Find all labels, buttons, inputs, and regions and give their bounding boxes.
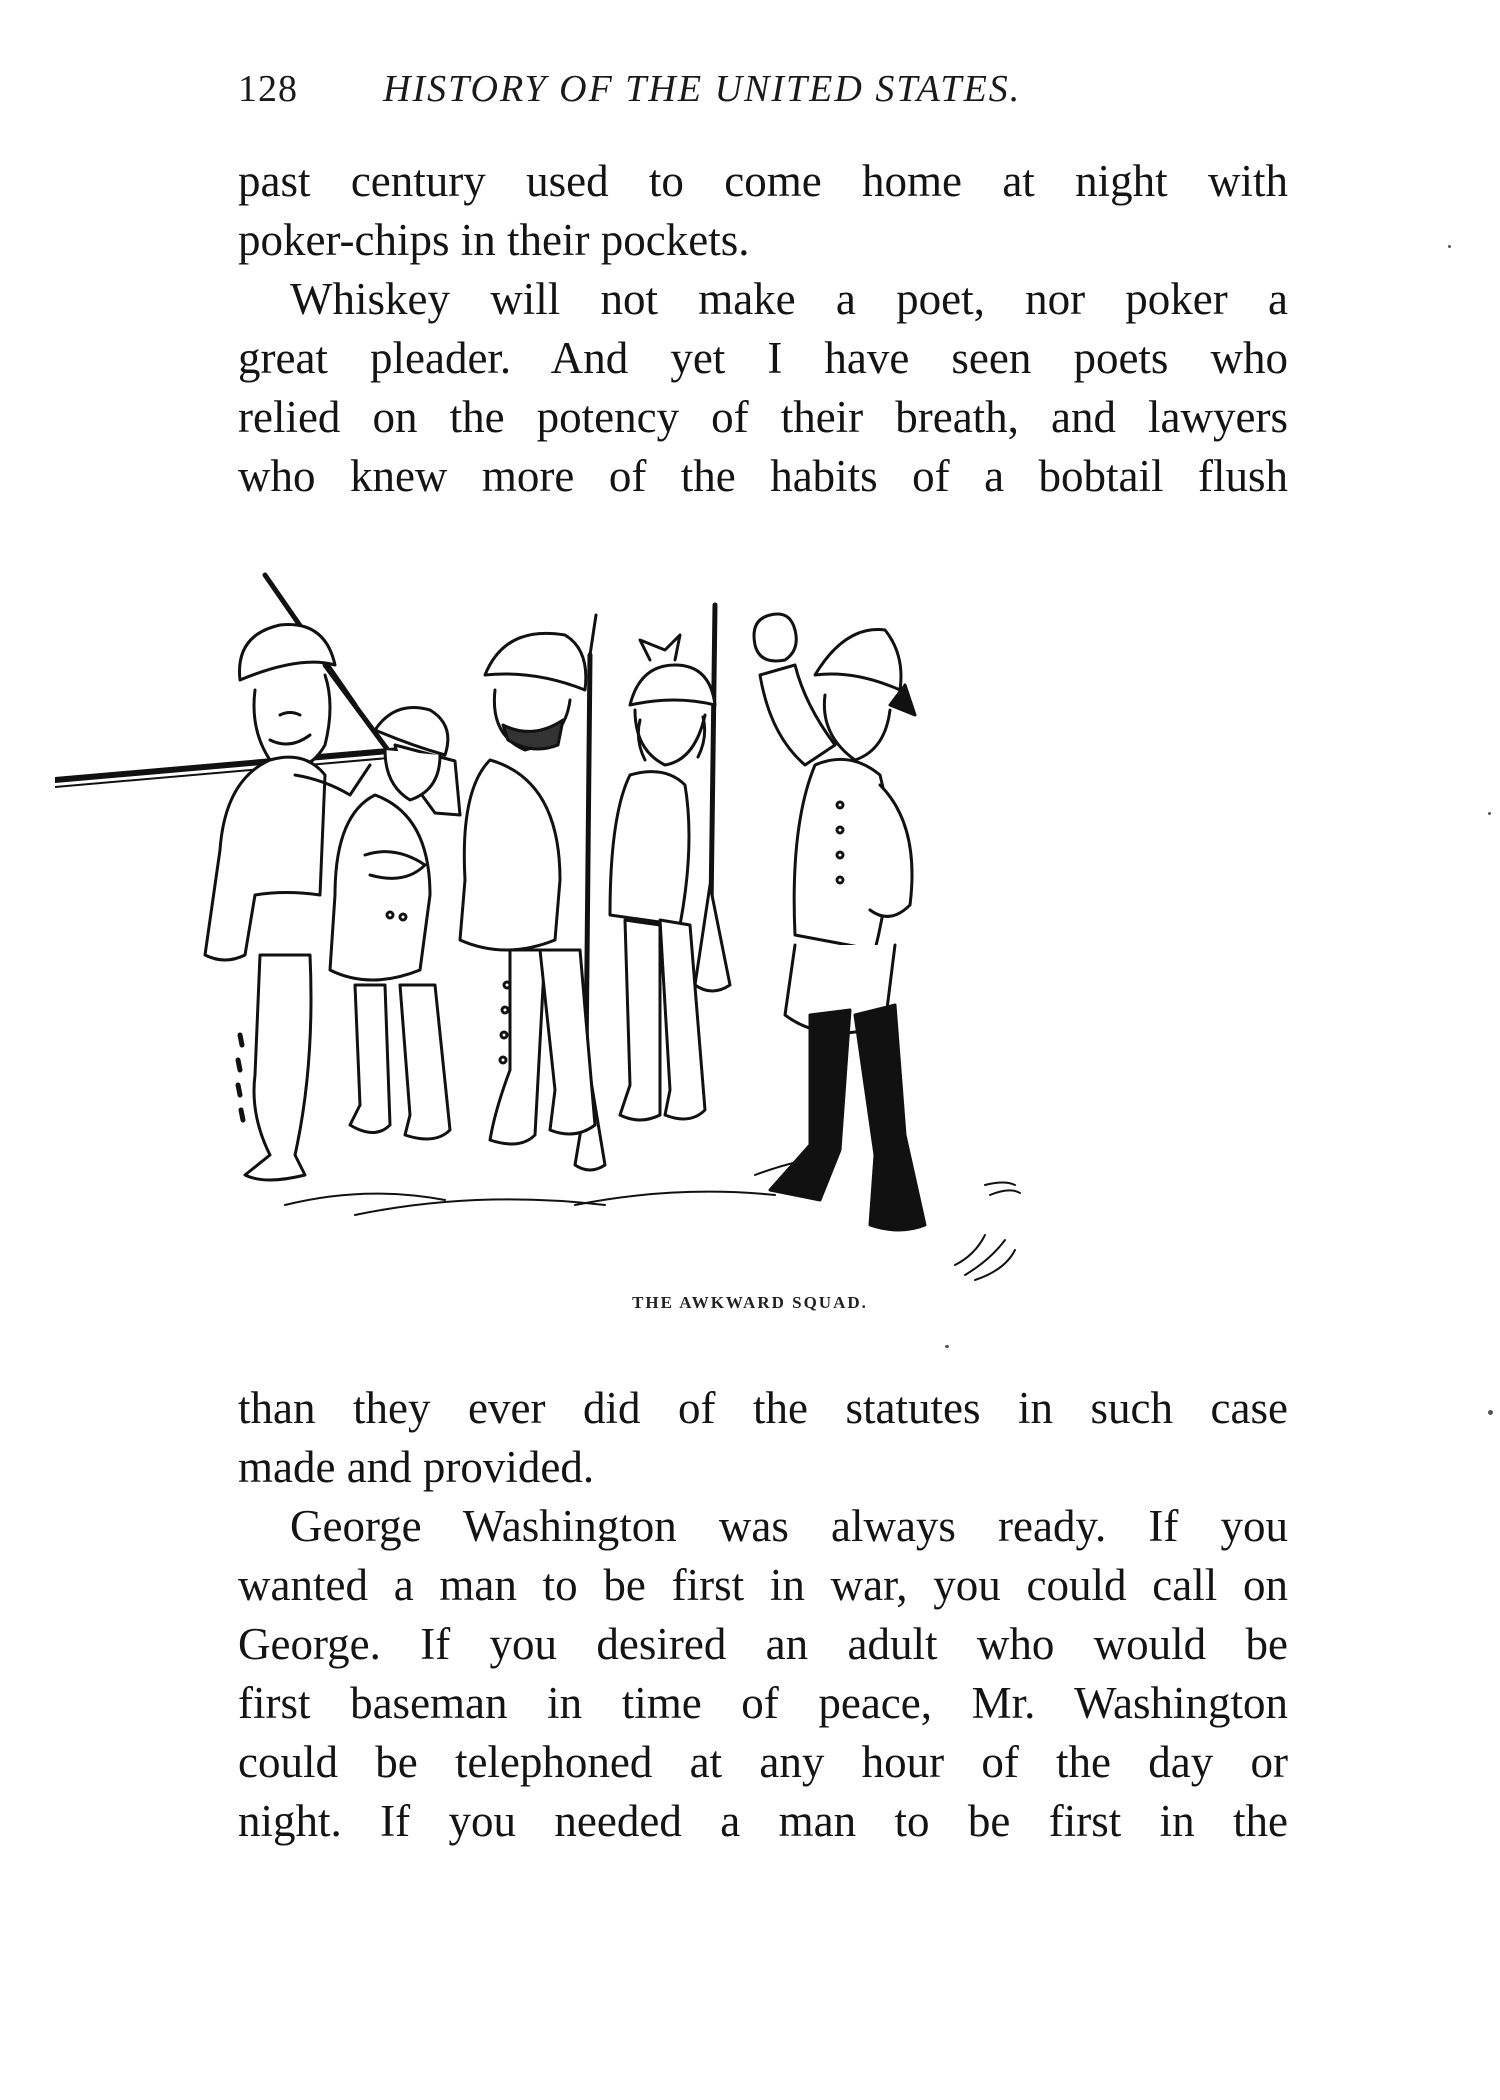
- text-line: relied on the potency of their breath, and lawyers: [238, 392, 1288, 442]
- text-line: night. If you needed a man to be first in the: [238, 1796, 1288, 1846]
- paragraph-block-bottom: [238, 1379, 1288, 1851]
- scan-speck: [1488, 812, 1491, 815]
- soldier-four: [610, 605, 730, 1120]
- text-line: than they ever did of the statutes in such case: [238, 1383, 1288, 1433]
- paragraph-block-top: [238, 152, 1288, 506]
- scan-speck: [945, 1345, 949, 1348]
- text-line: great pleader. And yet I have seen poets who: [238, 333, 1288, 383]
- scan-speck: [1488, 1410, 1493, 1415]
- scan-speck: [1448, 245, 1451, 248]
- figure-caption: THE AWKWARD SQUAD.: [632, 1293, 868, 1312]
- soldier-two: [325, 665, 450, 1139]
- text-line: George. If you desired an adult who would be: [238, 1619, 1288, 1669]
- text-line: wanted a man to be first in war, you could call on: [238, 1560, 1288, 1610]
- soldier-three: [460, 615, 605, 1170]
- text-line: George Washington was always ready. If you: [290, 1501, 1288, 1551]
- page-number: 128: [238, 68, 298, 110]
- awkward-squad-illustration: [55, 565, 1300, 1305]
- text-line: who knew more of the habits of a bobtail flush: [238, 451, 1288, 501]
- text-line: could be telephoned at any hour of the day or: [238, 1737, 1288, 1787]
- text-line: past century used to come home at night with: [238, 156, 1288, 206]
- running-head: [238, 64, 1288, 114]
- text-line: Whiskey will not make a poet, nor poker a: [290, 274, 1288, 324]
- running-title: HISTORY OF THE UNITED STATES.: [383, 68, 1022, 110]
- text-line: made and provided.: [238, 1442, 595, 1492]
- text-line: poker-chips in their pockets.: [238, 215, 750, 265]
- text-line: first baseman in time of peace, Mr. Washington: [238, 1678, 1288, 1728]
- officer-figure: [754, 614, 925, 1230]
